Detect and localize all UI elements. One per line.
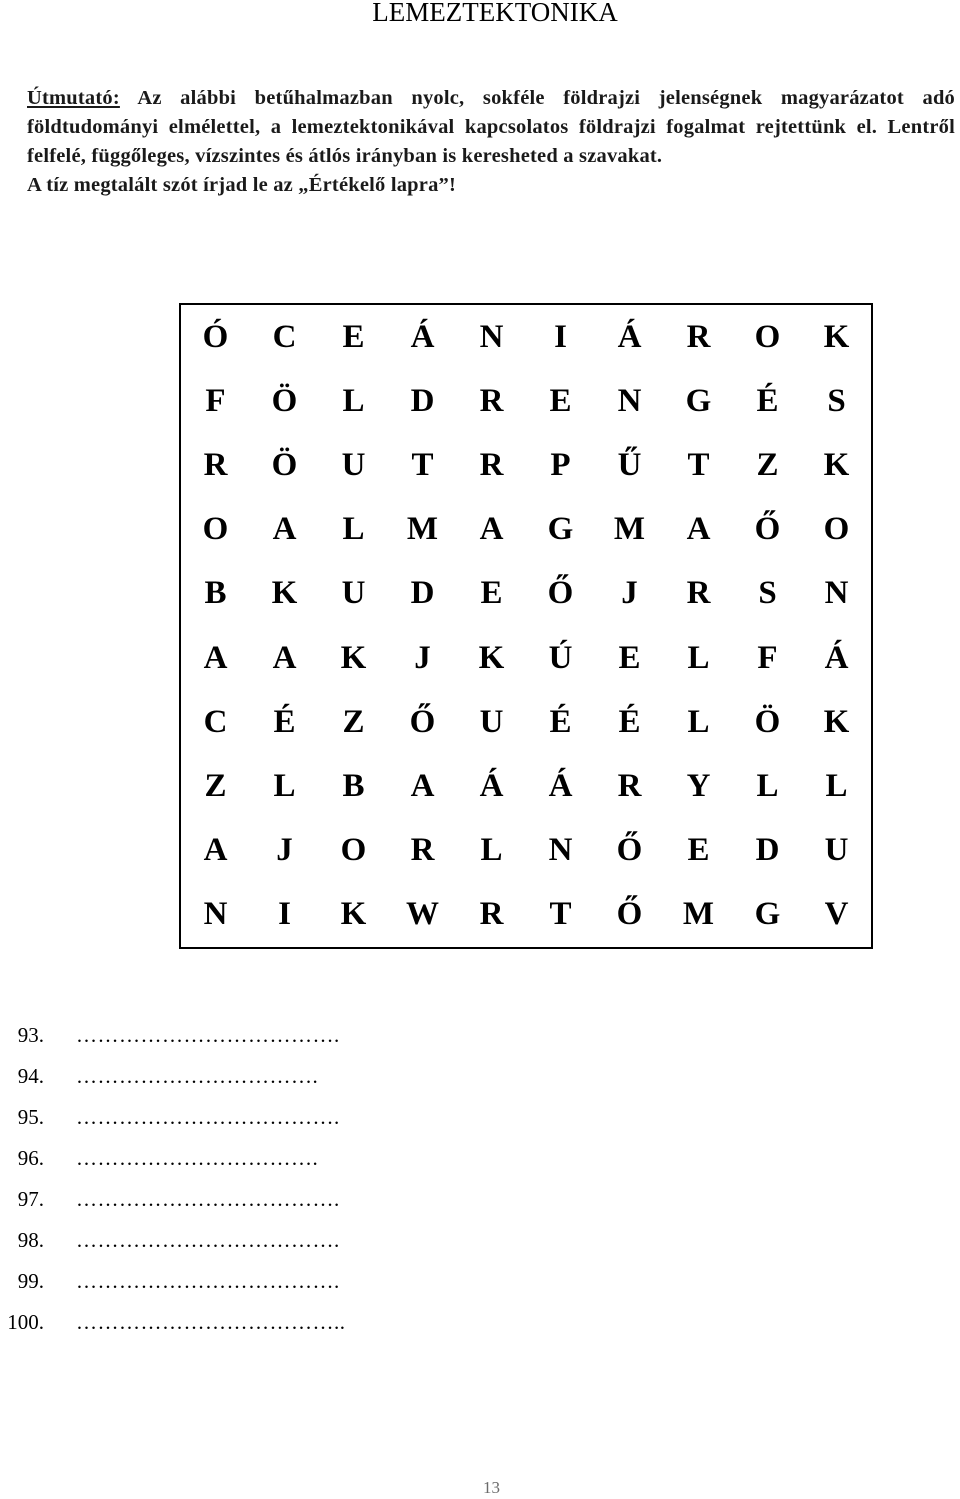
grid-cell[interactable]: T bbox=[687, 446, 710, 483]
answer-blank-line[interactable]: ………………………………. bbox=[76, 1187, 340, 1211]
grid-cell[interactable]: R bbox=[686, 318, 711, 355]
grid-cell[interactable]: C bbox=[203, 703, 228, 740]
grid-cell[interactable]: T bbox=[549, 896, 572, 933]
grid-cell[interactable]: G bbox=[754, 896, 781, 933]
grid-cell[interactable]: E bbox=[687, 832, 710, 869]
grid-cell[interactable]: O bbox=[202, 511, 229, 548]
answer-blank-line[interactable]: ……………………………. bbox=[76, 1064, 319, 1088]
grid-cell[interactable]: K bbox=[478, 639, 505, 676]
grid-cell[interactable]: K bbox=[340, 896, 367, 933]
grid-cell[interactable]: Ö bbox=[754, 703, 781, 740]
grid-cell[interactable]: Z bbox=[342, 703, 365, 740]
grid-cell[interactable]: Ő bbox=[754, 511, 781, 548]
grid-cell[interactable]: A bbox=[410, 767, 435, 804]
grid-cell[interactable]: Ő bbox=[616, 832, 643, 869]
answer-list bbox=[0, 1015, 520, 1343]
grid-cell[interactable]: R bbox=[203, 446, 228, 483]
answer-blank-line[interactable]: ……………………………. bbox=[76, 1146, 319, 1170]
grid-cell[interactable]: A bbox=[272, 511, 297, 548]
grid-cell[interactable]: N bbox=[203, 896, 228, 933]
grid-cell[interactable]: M bbox=[406, 511, 439, 548]
grid-cell[interactable]: L bbox=[342, 511, 365, 548]
page-title: LEMEZTEKTONIKA bbox=[372, 0, 618, 27]
grid-cell[interactable]: Z bbox=[756, 446, 779, 483]
grid-cell[interactable]: I bbox=[278, 896, 291, 933]
grid-cell[interactable]: Y bbox=[686, 767, 711, 804]
instructions-text: Az alábbi betűhalmazban nyolc, sokféle földrajzi jelenségnek magyarázatot adó földtudományi elmélettel, a lemeztektonikával kapcsolatos földrajzi fogalmat rejtettünk el. Lentről felfelé, függőleges, vízszintes és átlós irányban is keresheted a szavakat. bbox=[27, 87, 955, 167]
grid-cell[interactable]: E bbox=[342, 318, 365, 355]
answer-blank-line[interactable]: ……………………………….. bbox=[76, 1310, 346, 1334]
grid-cell[interactable]: D bbox=[755, 832, 780, 869]
answer-row bbox=[0, 1179, 520, 1220]
grid-cell[interactable]: U bbox=[341, 575, 366, 612]
grid-cell[interactable]: Ő bbox=[409, 703, 436, 740]
grid-cell[interactable]: Á bbox=[479, 767, 504, 804]
grid-cell[interactable]: T bbox=[411, 446, 434, 483]
grid-cell[interactable]: B bbox=[342, 767, 365, 804]
grid-cell[interactable]: L bbox=[342, 382, 365, 419]
grid-cell[interactable]: Á bbox=[617, 318, 642, 355]
grid-cell[interactable]: K bbox=[823, 446, 850, 483]
grid-cell[interactable]: É bbox=[618, 703, 641, 740]
grid-cell[interactable]: R bbox=[479, 896, 504, 933]
grid-cell[interactable]: E bbox=[549, 382, 572, 419]
grid-cell[interactable]: Ű bbox=[617, 446, 642, 483]
answer-row bbox=[0, 1138, 520, 1179]
grid-cell[interactable]: M bbox=[682, 896, 715, 933]
answer-row bbox=[0, 1056, 520, 1097]
grid-cell[interactable]: Á bbox=[824, 639, 849, 676]
grid-cell[interactable]: L bbox=[687, 703, 710, 740]
word-search-grid bbox=[179, 303, 873, 949]
grid-cell[interactable]: P bbox=[550, 446, 571, 483]
answer-blank-line[interactable]: ………………………………. bbox=[76, 1023, 340, 1047]
grid-cell[interactable]: V bbox=[824, 896, 849, 933]
grid-cell[interactable]: J bbox=[276, 832, 293, 869]
grid-cell[interactable]: D bbox=[410, 382, 435, 419]
answer-blank-line[interactable]: ………………………………. bbox=[76, 1105, 340, 1129]
answer-row bbox=[0, 1261, 520, 1302]
grid-cell[interactable]: Á bbox=[548, 767, 573, 804]
page-number: 13 bbox=[483, 1478, 500, 1497]
grid-cell[interactable]: C bbox=[272, 318, 297, 355]
grid-cell[interactable]: L bbox=[273, 767, 296, 804]
grid-cell[interactable]: U bbox=[479, 703, 504, 740]
grid-cell[interactable]: M bbox=[613, 511, 646, 548]
grid-cell[interactable]: A bbox=[203, 832, 228, 869]
grid-cell[interactable]: Z bbox=[204, 767, 227, 804]
grid-cell[interactable]: R bbox=[410, 832, 435, 869]
grid-cell[interactable]: K bbox=[271, 575, 298, 612]
grid-cell[interactable]: N bbox=[548, 832, 573, 869]
grid-cell[interactable]: Ö bbox=[271, 446, 298, 483]
grid-cell[interactable]: R bbox=[617, 767, 642, 804]
grid-cell[interactable]: L bbox=[480, 832, 503, 869]
grid-cell[interactable]: Á bbox=[410, 318, 435, 355]
grid-cell[interactable]: J bbox=[414, 639, 431, 676]
grid-cell[interactable]: L bbox=[825, 767, 848, 804]
grid-cell[interactable]: A bbox=[479, 511, 504, 548]
grid-cell[interactable]: O bbox=[823, 511, 850, 548]
grid-cell[interactable]: É bbox=[273, 703, 296, 740]
answer-number: 96. bbox=[17, 1146, 44, 1170]
grid-cell[interactable]: K bbox=[823, 318, 850, 355]
instructions bbox=[27, 84, 955, 200]
grid-cell[interactable]: N bbox=[479, 318, 504, 355]
grid-cell[interactable]: B bbox=[204, 575, 227, 612]
instructions-paragraph bbox=[27, 84, 955, 171]
grid-cell[interactable]: E bbox=[480, 575, 503, 612]
grid-cell[interactable]: R bbox=[479, 446, 504, 483]
instructions-label: Útmutató: bbox=[27, 87, 120, 109]
grid-cell[interactable]: K bbox=[340, 639, 367, 676]
answer-row bbox=[0, 1220, 520, 1261]
answer-number: 95. bbox=[17, 1105, 44, 1129]
grid-cell[interactable]: O bbox=[754, 318, 781, 355]
grid-cell[interactable]: S bbox=[758, 575, 777, 612]
grid-cell[interactable]: Ő bbox=[616, 896, 643, 933]
instructions-second-line: A tíz megtalált szót írjad le az „Értékelő lapra”! bbox=[27, 174, 456, 196]
grid-cell[interactable]: A bbox=[203, 639, 228, 676]
grid-cell[interactable]: G bbox=[547, 511, 574, 548]
grid-cell[interactable]: J bbox=[621, 575, 638, 612]
grid-cell[interactable]: G bbox=[685, 382, 712, 419]
grid-cell[interactable]: I bbox=[554, 318, 567, 355]
answer-number: 100. bbox=[7, 1310, 44, 1334]
grid-cell[interactable]: K bbox=[823, 703, 850, 740]
answer-row bbox=[0, 1302, 520, 1343]
grid-cell[interactable]: Ó bbox=[202, 318, 229, 355]
grid-cell[interactable]: D bbox=[410, 575, 435, 612]
grid-cell[interactable]: R bbox=[686, 575, 711, 612]
grid-cell[interactable]: S bbox=[827, 382, 846, 419]
answer-number: 98. bbox=[17, 1228, 44, 1252]
grid-cell[interactable]: L bbox=[756, 767, 779, 804]
answer-blank-line[interactable]: ………………………………. bbox=[76, 1269, 340, 1293]
answer-number: 99. bbox=[17, 1269, 44, 1293]
grid-cell[interactable]: W bbox=[406, 896, 439, 933]
grid-cell[interactable]: N bbox=[824, 575, 849, 612]
grid-cell[interactable]: Ú bbox=[548, 639, 573, 676]
grid-cell[interactable]: R bbox=[479, 382, 504, 419]
grid-cell[interactable]: L bbox=[687, 639, 710, 676]
grid-cell[interactable]: Ő bbox=[547, 575, 574, 612]
grid-cell[interactable]: F bbox=[205, 382, 226, 419]
grid-cell[interactable]: O bbox=[340, 832, 367, 869]
grid-cell[interactable]: U bbox=[341, 446, 366, 483]
answer-blank-line[interactable]: ………………………………. bbox=[76, 1228, 340, 1252]
grid-cell[interactable]: U bbox=[824, 832, 849, 869]
grid-cell[interactable]: E bbox=[618, 639, 641, 676]
grid-cell[interactable]: A bbox=[272, 639, 297, 676]
answer-number: 97. bbox=[17, 1187, 44, 1211]
answer-number: 93. bbox=[17, 1023, 44, 1047]
grid-cell[interactable]: A bbox=[686, 511, 711, 548]
answer-number: 94. bbox=[17, 1064, 44, 1088]
grid-cell[interactable]: É bbox=[549, 703, 572, 740]
answer-row bbox=[0, 1015, 520, 1056]
grid-cell[interactable]: Ö bbox=[271, 382, 298, 419]
grid-cell[interactable]: F bbox=[757, 639, 778, 676]
grid-cell[interactable]: É bbox=[756, 382, 779, 419]
answer-row bbox=[0, 1097, 520, 1138]
grid-cell[interactable]: N bbox=[617, 382, 642, 419]
